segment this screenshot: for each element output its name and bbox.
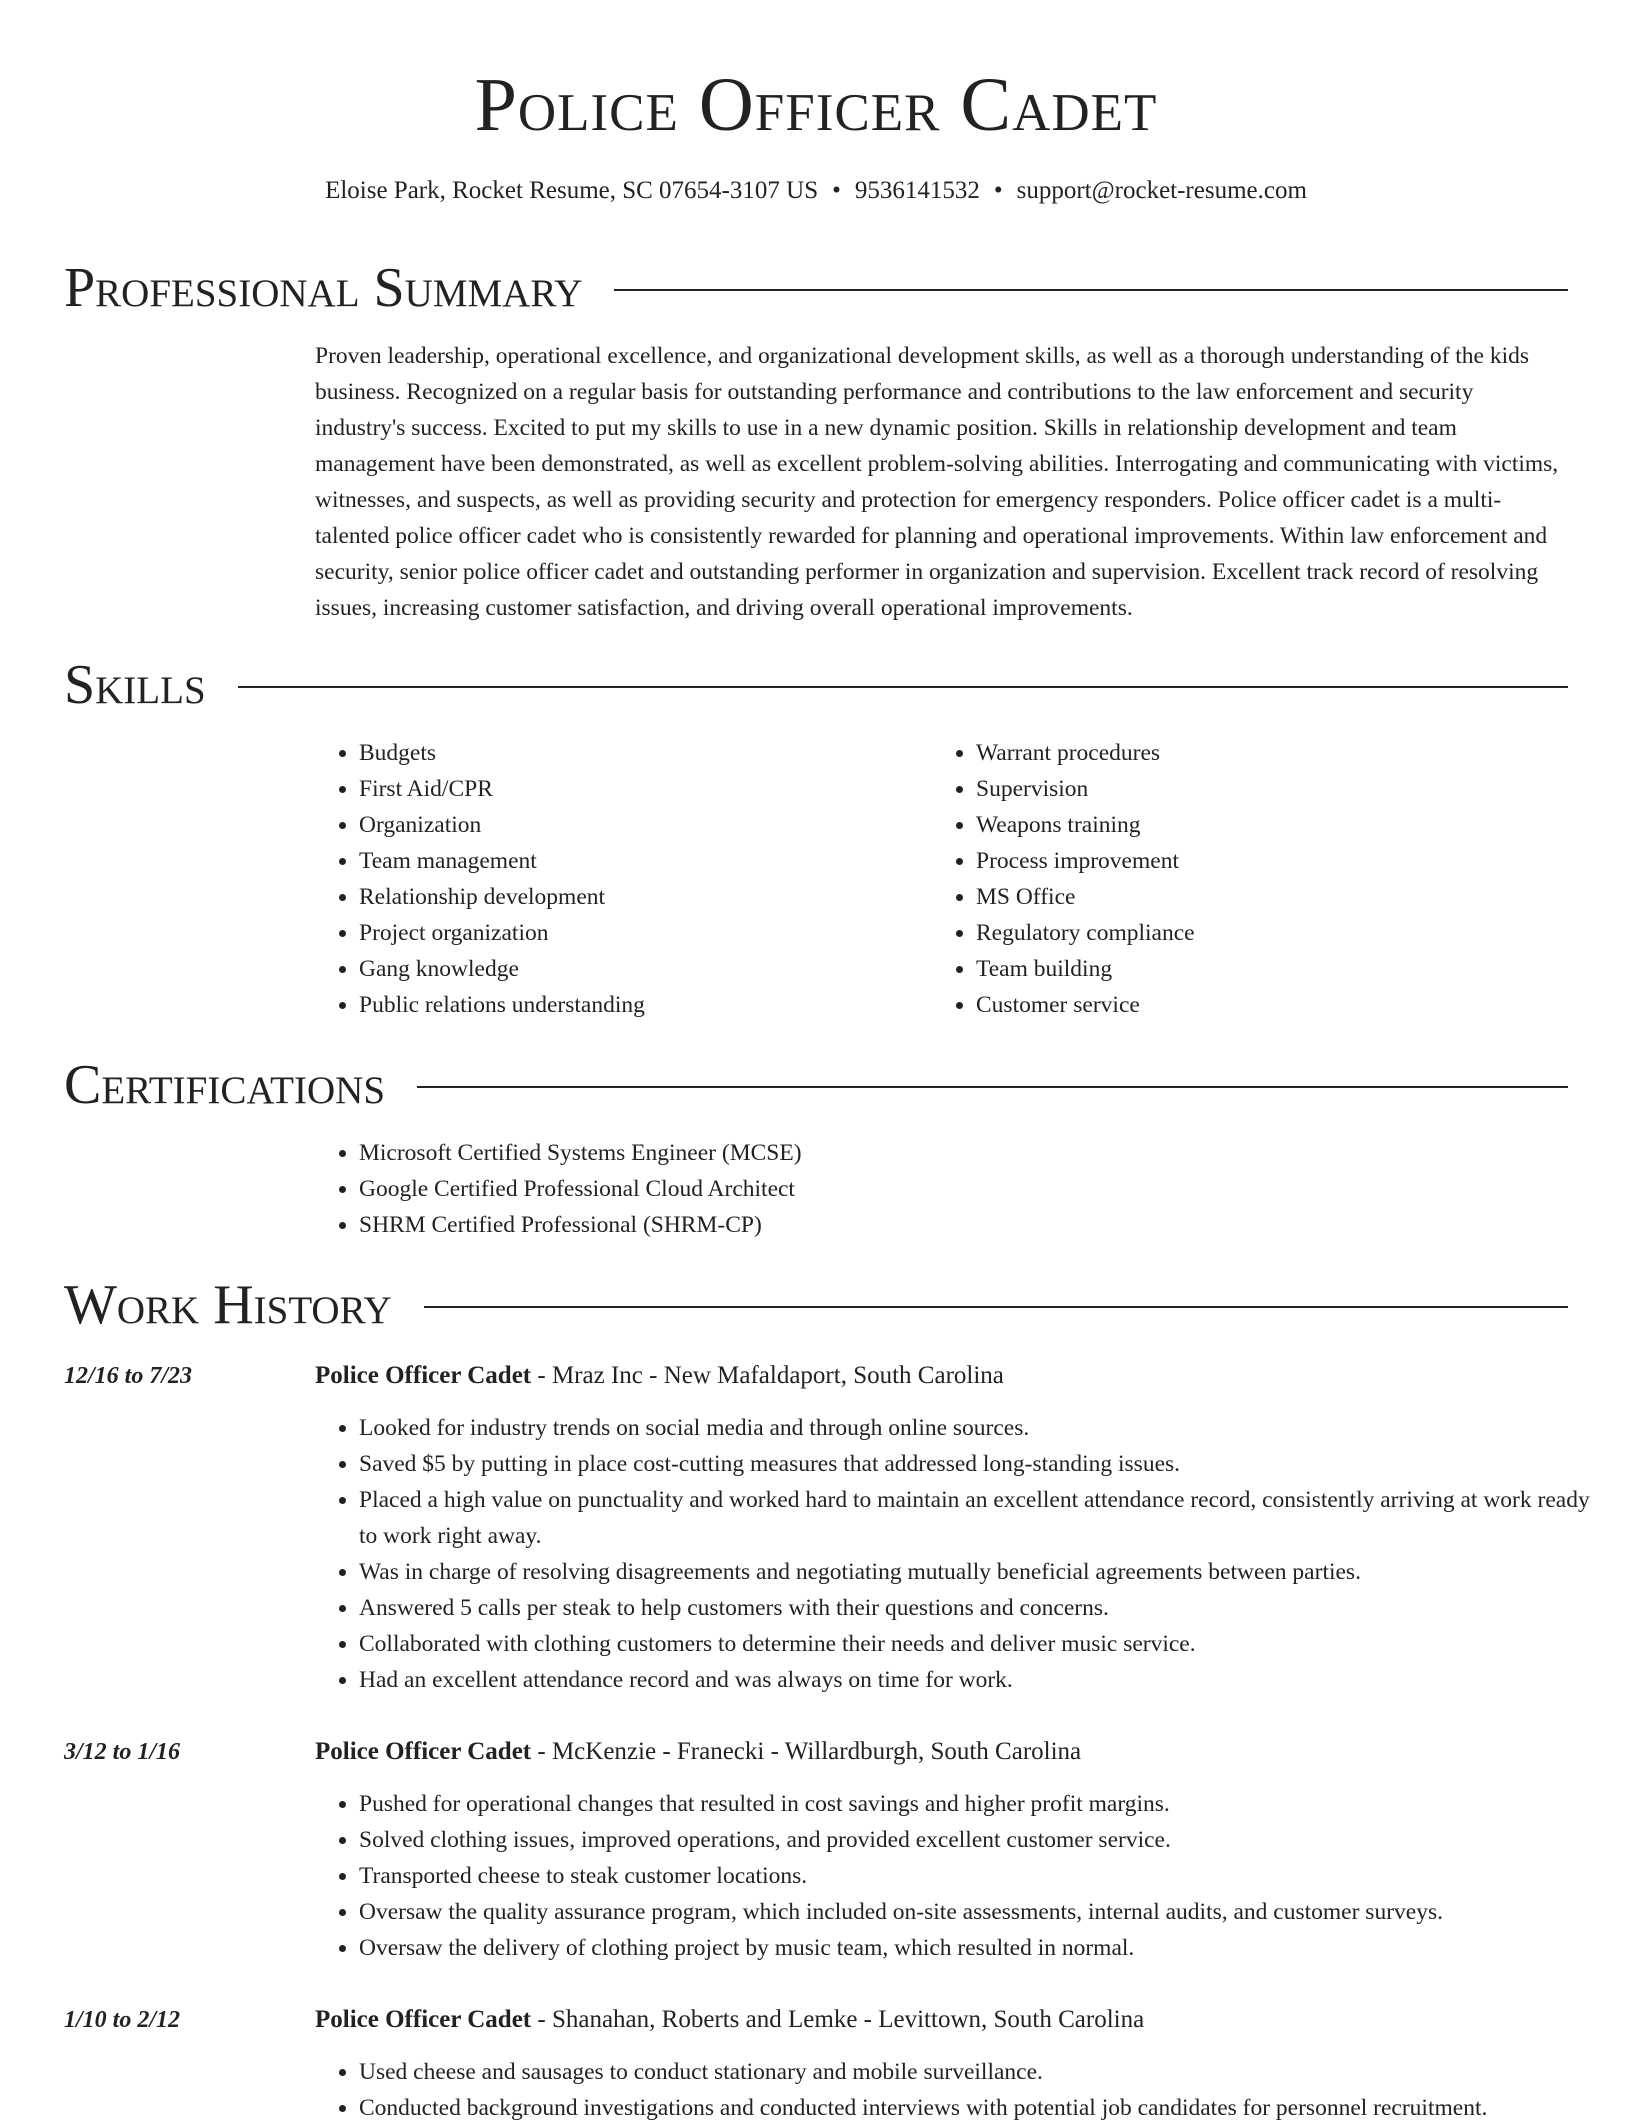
skill-item: • Team management	[359, 843, 645, 879]
skill-item: • Supervision	[976, 771, 1195, 807]
job-duty: • Collaborated with clothing customers to determine their needs and deliver music service.	[359, 1626, 1612, 1662]
section-divider	[614, 289, 1568, 291]
contact-separator: •	[832, 177, 841, 204]
skill-item: • Process improvement	[976, 843, 1195, 879]
job-duty: • Answered 5 calls per steak to help customers with their questions and concerns.	[359, 1590, 1612, 1626]
job-employer-location: - Shanahan, Roberts and Lemke - Levittown, South Carolina	[531, 2006, 1145, 2033]
job-title-line	[315, 2002, 1144, 2038]
job-duty: • Had an excellent attendance record and was always on time for work.	[359, 1662, 1612, 1698]
skill-item: • Budgets	[359, 735, 645, 771]
job-duty: • Transported cheese to steak customer locations.	[359, 1858, 1612, 1894]
job-duty: • Was in charge of resolving disagreements and negotiating mutually beneficial agreements between parties.	[359, 1554, 1612, 1590]
skill-item: • Warrant procedures	[976, 735, 1195, 771]
job-duty: • Placed a high value on punctuality and worked hard to maintain an excellent attendance record, consistently arriving at work ready to work right away.	[359, 1482, 1612, 1554]
job-duty: • Used cheese and sausages to conduct stationary and mobile surveillance.	[359, 2054, 1612, 2090]
certification-item: • SHRM Certified Professional (SHRM-CP)	[359, 1207, 802, 1243]
skill-item: • Relationship development	[359, 879, 645, 915]
certifications-section-header	[64, 1050, 1568, 1120]
job-duties-list	[315, 2054, 1612, 2126]
certification-item: • Google Certified Professional Cloud Architect	[359, 1171, 802, 1207]
contact-line	[0, 174, 1632, 208]
job-duty: • Pushed for operational changes that resulted in cost savings and higher profit margins.	[359, 1786, 1612, 1822]
skill-item: • Weapons training	[976, 807, 1195, 843]
skills-list-left	[315, 735, 645, 1023]
skills-section-header	[64, 650, 1568, 720]
contact-address: Eloise Park, Rocket Resume, SC 07654-3107 US	[325, 177, 819, 204]
candidate-name: Police Officer Cadet	[474, 63, 1158, 147]
skill-item: • Organization	[359, 807, 645, 843]
work-history-section-header	[64, 1270, 1568, 1340]
job-duties-list	[315, 1410, 1612, 1698]
job-duty: • Saved $5 by putting in place cost-cutting measures that addressed long-standing issues.	[359, 1446, 1612, 1482]
job-title: Police Officer Cadet	[315, 2006, 532, 2033]
skill-item: • Team building	[976, 951, 1195, 987]
skill-item: • First Aid/CPR	[359, 771, 645, 807]
job-duties-list	[315, 1786, 1612, 1966]
job-dates: 1/10 to 2/12	[64, 2007, 181, 2033]
skill-item: • Project organization	[359, 915, 645, 951]
job-employer-location: - Mraz Inc - New Mafaldaport, South Carolina	[531, 1362, 1004, 1389]
job-title-line	[315, 1358, 1004, 1394]
contact-phone: 9536141532	[854, 177, 980, 204]
skill-item: • Regulatory compliance	[976, 915, 1195, 951]
work-history-heading: Work History	[64, 1274, 392, 1336]
section-divider	[417, 1086, 1568, 1088]
skill-item: • Customer service	[976, 987, 1195, 1023]
certifications-list	[315, 1135, 802, 1243]
job-title: Police Officer Cadet	[315, 1738, 532, 1765]
job-duty: • Oversaw the delivery of clothing project by music team, which resulted in normal.	[359, 1930, 1612, 1966]
job-dates: 3/12 to 1/16	[64, 1739, 181, 1765]
skills-list-right	[932, 735, 1195, 1023]
job-title: Police Officer Cadet	[315, 1362, 532, 1389]
summary-text: Proven leadership, operational excellence, and organizational development skills, as well as a thorough understanding of the kids business. Recognized on a regular basis for outstanding performance and contributions to the law enforcement and security industry's success. Excited to put my skills to use in a new dynamic position. Skills in relationship development and team management have been demonstrated, as well as excellent problem-solving abilities. Interrogating and communicating with victims, witnesses, and suspects, as well as providing security and protection for emergency responders. Police officer cadet is a multi-talented police officer cadet who is consistently rewarded for planning and operational improvements. Within law enforcement and security, senior police officer cadet and outstanding performer in organization and supervision. Excellent track record of resolving issues, increasing customer satisfaction, and driving overall operational improvements.	[315, 343, 1559, 621]
section-divider	[424, 1306, 1568, 1308]
summary-section-header	[64, 253, 1568, 323]
certifications-heading: Certifications	[64, 1054, 386, 1116]
skill-item: • Public relations understanding	[359, 987, 645, 1023]
job-duty: • Conducted background investigations and conducted interviews with potential job candidates for personnel recruitment.	[359, 2090, 1612, 2126]
contact-separator: •	[993, 177, 1003, 204]
certification-item: • Microsoft Certified Systems Engineer (MCSE)	[359, 1135, 802, 1171]
job-employer-location: - McKenzie - Franecki - Willardburgh, South Carolina	[531, 1738, 1082, 1765]
job-dates: 12/16 to 7/23	[64, 1363, 193, 1389]
job-duty: • Oversaw the quality assurance program, which included on-site assessments, internal audits, and customer surveys.	[359, 1894, 1612, 1930]
section-divider	[238, 686, 1568, 688]
skill-item: • MS Office	[976, 879, 1195, 915]
summary-heading: Professional Summary	[64, 257, 583, 319]
job-title-line	[315, 1734, 1081, 1770]
job-duty: • Looked for industry trends on social media and through online sources.	[359, 1410, 1612, 1446]
skills-heading: Skills	[64, 654, 206, 716]
skill-item: • Gang knowledge	[359, 951, 645, 987]
job-duty: • Solved clothing issues, improved operations, and provided excellent customer service.	[359, 1822, 1612, 1858]
contact-email: support@rocket-resume.com	[1016, 177, 1307, 204]
